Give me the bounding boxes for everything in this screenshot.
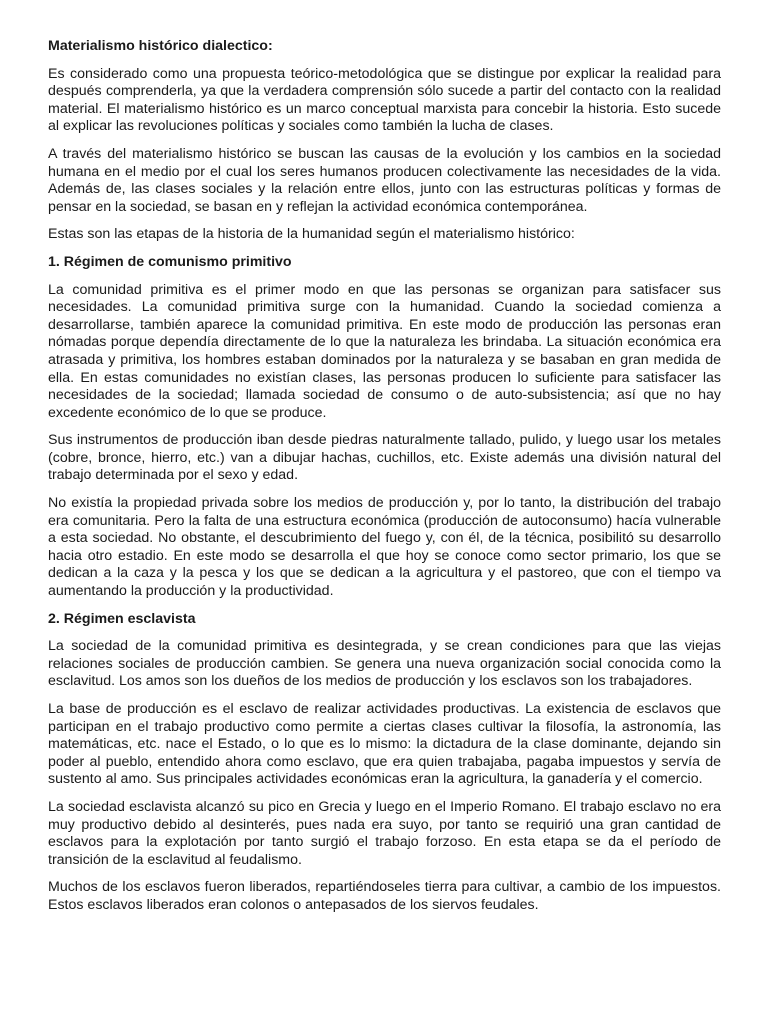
section-paragraph: La sociedad de la comunidad primitiva es desintegrada, y se crean condiciones para que las viejas relaciones sociales de producción cambien. Se genera una nueva organización social conocida como la esclavitud. Los amos son los dueños de los medios de producción y los esclavos son los trabajadores. [48, 638, 721, 690]
section-paragraph: No existía la propiedad privada sobre los medios de producción y, por lo tanto, la distribución del trabajo era comunitaria. Pero la falta de una estructura económica (producción de autoconsumo) hacía vulnerable a esta sociedad. No obstante, el descubrimiento del fuego y, con él, de la técnica, posibilitó su desarrollo hacia otro estadio. En este modo se desarrolla el que hoy se conoce como sector primario, los que se dedican a la caza y la pesca y los que se dedican a la agricultura y el pastoreo, que con el tiempo va aumentando la producción y la productividad. [48, 495, 721, 600]
section-heading: 2. Régimen esclavista [48, 610, 196, 627]
intro-paragraph: A través del materialismo histórico se buscan las causas de la evolución y los cambios en la sociedad humana en el medio por el cual los seres humanos producen colectivamente las necesidades de la vida. Además de, las clases sociales y la relación entre ellos, junto con las estructuras políticas y formas de pensar en la sociedad, se basan en y reflejan la actividad económica contemporánea. [48, 145, 721, 215]
section-paragraph: La base de producción es el esclavo de realizar actividades productivas. La existencia de esclavos que participan en el trabajo productivo como permite a ciertas clases cultivar la filosofía, la astronomía, las matemáticas, etc. nace el Estado, o lo que es lo mismo: la dictadura de la clase dominante, dejando sin poder al pueblo, entendido ahora como esclavo, que era quien trabajaba, pagaba impuestos y servía de sustento al amo. Sus principales actividades económicas eran la agricultura, la ganadería y el comercio. [48, 701, 721, 788]
intro-paragraph: Estas son las etapas de la historia de la humanidad según el materialismo histórico: [48, 226, 575, 243]
document-title: Materialismo histórico dialectico: [48, 38, 273, 54]
intro-paragraph: Es considerado como una propuesta teórico-metodológica que se distingue por explicar la realidad para después comprenderla, ya que la verdadera comprensión sólo sucede a partir del contacto con la realidad material. El materialismo histórico es un marco conceptual marxista para concebir la historia. Esto sucede al explicar las revoluciones políticas y sociales como también la lucha de clases. [48, 65, 721, 135]
section-paragraph: Sus instrumentos de producción iban desde piedras naturalmente tallado, pulido, y luego usar los metales (cobre, bronce, hierro, etc.) van a dibujar hachas, cuchillos, etc. Existe además una división natural del trabajo determinada por el sexo y edad. [48, 432, 721, 484]
section-paragraph: Muchos de los esclavos fueron liberados, repartiéndoseles tierra para cultivar, a cambio de los impuestos. Estos esclavos liberados eran colonos o antepasados de los siervos feudales. [48, 879, 721, 913]
section-heading: 1. Régimen de comunismo primitivo [48, 253, 292, 270]
section-paragraph: La comunidad primitiva es el primer modo en que las personas se organizan para satisfacer sus necesidades. La comunidad primitiva surge con la humanidad. Cuando la sociedad comienza a desarrollarse, también aparece la comunidad primitiva. En este modo de producción las personas eran nómadas porque dependía directamente de lo que la naturaleza les brindaba. La situación económica era atrasada y primitiva, los hombres estaban dominados por la naturaleza y se basaban en gran medida de ella. En estas comunidades no existían clases, las personas producen lo suficiente para satisfacer las necesidades de la sociedad; llamada sociedad de consumo o de auto-subsistencia; así que no hay excedente económico de lo que se produce. [48, 281, 721, 421]
document-page [48, 38, 721, 925]
section-paragraph: La sociedad esclavista alcanzó su pico en Grecia y luego en el Imperio Romano. El trabajo esclavo no era muy productivo debido al desinterés, pues nada era suyo, por tanto se requirió una gran cantidad de esclavos para la explotación por tanto surgió el trabajo forzoso. En esta etapa se da el período de transición de la esclavitud al feudalismo. [48, 798, 721, 868]
